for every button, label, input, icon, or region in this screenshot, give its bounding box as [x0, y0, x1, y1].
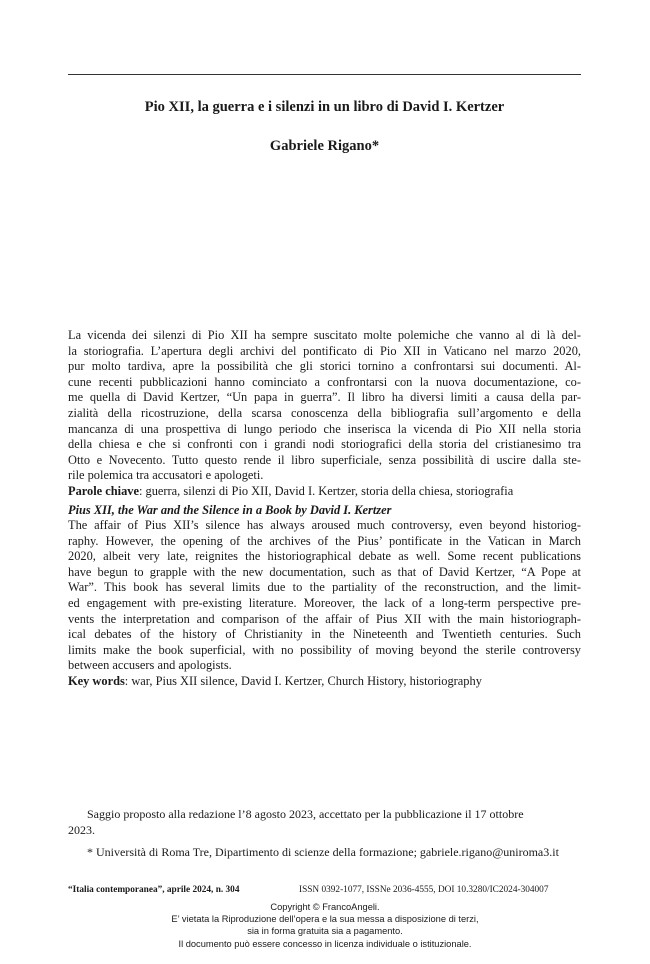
- abstract-line: pur molto tardiva, apre la possibilità che gli storici tornino a confrontarsi sui documenti. Al-: [68, 359, 581, 374]
- issn-doi: ISSN 0392-1077, ISSNe 2036-4555, DOI 10.3280/IC2024-304007: [299, 885, 549, 895]
- submission-note: [68, 806, 581, 838]
- abstract-line: ical debates of the history of Christianity in the Nineteenth and Twentieth centuries. Such: [68, 627, 581, 642]
- keywords-text: : war, Pius XII silence, David I. Kertzer, Church History, historiography: [124, 673, 482, 688]
- abstract-english: [68, 518, 581, 690]
- abstract-line: Otto e Novecento. Tutto questo rende il libro superficiale, senza possibilità di uscire dalla ste-: [68, 452, 581, 467]
- keywords-label: Key words: [68, 673, 125, 688]
- abstract-line: zialità della ricostruzione, della scarsa conoscenza della bibliografia sull’argomento e della: [68, 405, 581, 420]
- submission-line: 2023.: [68, 823, 95, 837]
- abstract-line: mancanza di una prospettiva di lungo periodo che inserisca la vicenda di Pio XII nella storia: [68, 421, 581, 436]
- keywords-label: Parole chiave: [68, 483, 139, 498]
- keywords-english: [68, 674, 581, 690]
- abstract-line: 2020, albeit very late, reignites the historiographical debate as well. Some recent publications: [68, 549, 581, 564]
- keywords-italian: [68, 484, 581, 500]
- abstract-line: have begun to grapple with the new documentation, such as that of David Kertzer, “A Pope at: [68, 564, 581, 579]
- copyright-line: sia in forma gratuita sia a pagamento.: [247, 926, 403, 937]
- copyright-notice: [0, 901, 650, 950]
- article-title: Pio XII, la guerra e i silenzi in un libro di David I. Kertzer: [144, 99, 505, 115]
- abstract-line: The affair of Pius XII’s silence has always aroused much controversy, even beyond historiog-: [68, 518, 581, 532]
- abstract-italian: [68, 328, 581, 500]
- affiliation-footnote: * Università di Roma Tre, Dipartimento di scienze della formazione; gabriele.rigano@uniroma3.it: [87, 845, 559, 859]
- abstract-line: La vicenda dei silenzi di Pio XII ha sempre suscitato molte polemiche che vanno al di là del-: [68, 328, 581, 342]
- abstract-line: della chiesa e che si confronti con i grandi nodi storiografici della storia del cristianesimo tra: [68, 437, 581, 452]
- abstract-line: la storiografia. L’apertura degli archivi del pontificato di Pio XII in Vaticano nel marzo 2020,: [68, 343, 581, 358]
- abstract-line: raphy. However, the opening of the archives of the Pius’ pontificate in the Vatican in March: [68, 533, 581, 548]
- copyright-line: Copyright © FrancoAngeli.: [270, 902, 380, 912]
- abstract-line: between accusers and apologists.: [68, 658, 232, 673]
- copyright-line: Il documento può essere concesso in licenza individuale o istituzionale.: [178, 938, 472, 949]
- abstract-line: limits make the book superficial, with no possibility of moving beyond the sterile controversy: [68, 642, 581, 657]
- keywords-text: : guerra, silenzi di Pio XII, David I. Kertzer, storia della chiesa, storiografia: [139, 483, 514, 498]
- submission-line: Saggio proposto alla redazione l’8 agosto 2023, accettato per la pubblicazione il 17 ottobre: [87, 807, 524, 821]
- abstract-line: me quella di David Kertzer, “Un papa in guerra”. Il libro ha diversi limiti a causa della par-: [68, 390, 581, 405]
- abstract-line: ed engagement with pre-existing literature. Moreover, the lack of a long-term perspective pre-: [68, 595, 581, 610]
- english-title: Pius XII, the War and the Silence in a Book by David I. Kertzer: [68, 503, 392, 517]
- abstract-line: vents the interpretation and comparison of the affair of Pius XII with the main historiograph-: [68, 611, 581, 626]
- abstract-line: War”. This book has several limits due to the partiality of the reconstruction, and the limit-: [68, 580, 581, 595]
- abstract-line: cune recenti pubblicazioni hanno cominciato a confrontarsi con la nuova documentazione, co-: [68, 374, 581, 389]
- author-name: Gabriele Rigano*: [269, 138, 380, 154]
- journal-citation: “Italia contemporanea”, aprile 2024, n. 304: [68, 885, 240, 895]
- copyright-line: E’ vietata la Riproduzione dell’opera e la sua messa a disposizione di terzi,: [171, 914, 479, 925]
- abstract-line: rile polemica tra accusatori e apologeti.: [68, 468, 264, 483]
- header-rule: [68, 74, 581, 75]
